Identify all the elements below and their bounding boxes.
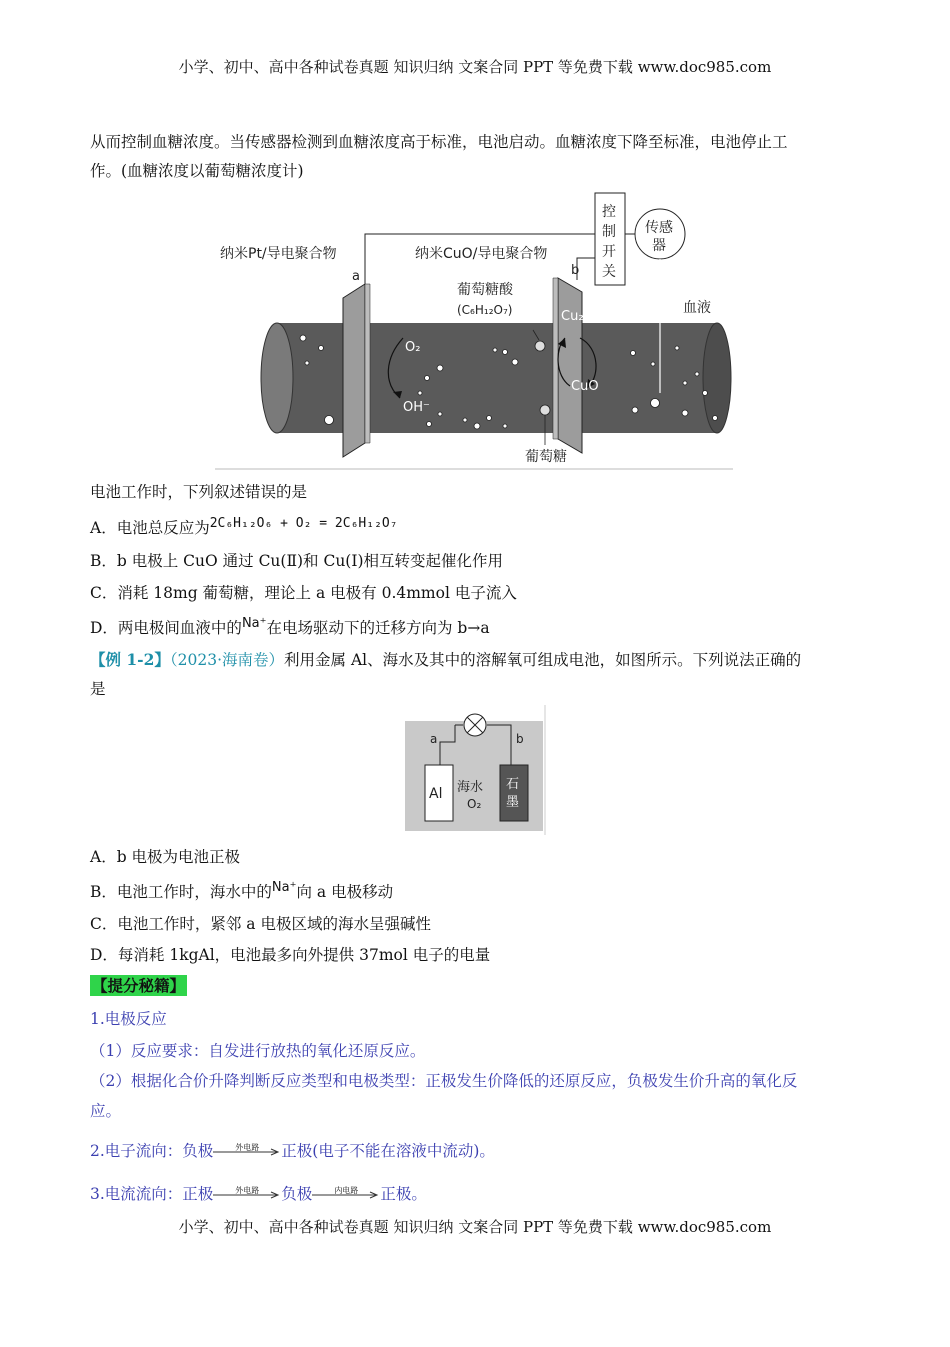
external-circuit-label: 外电路 xyxy=(235,1143,260,1152)
q2-option-b-suffix: 向 a 电极移动 xyxy=(296,883,394,901)
fig2-label-a: a xyxy=(430,732,438,746)
sensor-char-1: 传感 xyxy=(645,220,673,236)
example-line-1 xyxy=(90,649,801,671)
q2-option-b-prefix: B．电池工作时，海水中的 xyxy=(90,883,272,901)
q2-option-c: C．电池工作时，紧邻 a 电极区域的海水呈强碱性 xyxy=(90,915,431,933)
q2-option-a: A．b 电极为电池正极 xyxy=(90,848,241,866)
label-o2: O₂ xyxy=(405,340,421,355)
example-tag: 【例 1-2】 xyxy=(90,650,170,669)
q1-option-a xyxy=(90,517,398,541)
tips-badge-row xyxy=(90,975,187,997)
tips-item-2-suffix: 正极(电子不能在溶液中流动)。 xyxy=(281,1142,495,1160)
label-blood: 血液 xyxy=(683,300,711,316)
fig2-graphite-char-1: 石 xyxy=(506,777,520,792)
tips-item-3 xyxy=(90,1183,427,1206)
tips-item-1-sub-2-line-2: 应。 xyxy=(90,1102,122,1120)
intro-line-2: 作。(血糖浓度以葡萄糖浓度计) xyxy=(90,162,304,180)
al-seawater-cell-figure xyxy=(405,705,547,835)
example-source: （2023·海南卷） xyxy=(169,651,285,669)
fig2-seawater: 海水 xyxy=(457,780,484,795)
q1-option-d-prefix: D．两电极间血液中的 xyxy=(90,619,242,637)
label-gluconic-formula: (C₆H₁₂O₇) xyxy=(457,303,513,317)
switch-char-3: 开 xyxy=(602,244,616,260)
label-cuo-electrode: 纳米CuO/导电聚合物 xyxy=(415,246,548,262)
intro-line-1: 从而控制血糖浓度。当传感器检测到血糖浓度高于标准，电池启动。血糖浓度下降至标准，电池停止工 xyxy=(90,133,788,151)
q1-option-b: B．b 电极上 CuO 通过 Cu(Ⅱ)和 Cu(Ⅰ)相互转变起催化作用 xyxy=(90,552,504,570)
internal-circuit-label: 内电路 xyxy=(334,1186,359,1195)
tips-item-2-prefix: 2.电子流向：负极 xyxy=(90,1142,214,1160)
q1-option-c: C．消耗 18mg 葡萄糖，理论上 a 电极有 0.4mmol 电子流入 xyxy=(90,584,517,602)
q1-option-a-prefix: A．电池总反应为 xyxy=(90,519,210,537)
page-footer: 小学、初中、高中各种试卷真题 知识归纳 文案合同 PPT 等免费下载 www.doc985.com xyxy=(178,1218,772,1236)
tips-item-3-mid: 负极 xyxy=(281,1185,313,1203)
glucose-fuel-cell-figure xyxy=(215,188,735,473)
external-circuit-label-2: 外电路 xyxy=(235,1186,260,1195)
tips-item-1-sub-2-line-1: （2）根据化合价升降判断反应类型和电极类型：正极发生价降低的还原反应，负极发生价升高的氧化反 xyxy=(90,1072,798,1090)
fig2-graphite-char-2: 墨 xyxy=(506,795,520,810)
q2-option-d: D．每消耗 1kgAl，电池最多向外提供 37mol 电子的电量 xyxy=(90,946,491,964)
q2-option-b-ion: Na⁺ xyxy=(271,880,297,895)
tips-item-1-sub-1: （1）反应要求：自发进行放热的氧化还原反应。 xyxy=(90,1042,426,1060)
tips-item-3-suffix: 正极。 xyxy=(380,1185,427,1203)
tips-badge: 【提分秘籍】 xyxy=(92,976,186,995)
q1-option-d-suffix: 在电场驱动下的迁移方向为 b→a xyxy=(266,619,490,637)
q1-option-d xyxy=(90,617,490,641)
fig2-al: Al xyxy=(429,786,443,802)
page-header: 小学、初中、高中各种试卷真题 知识归纳 文案合同 PPT 等免费下载 www.doc985.com xyxy=(178,58,772,76)
example-stem-1: 利用金属 Al、海水及其中的溶解氧可组成电池，如图所示。下列说法正确的 xyxy=(284,651,802,669)
q1-stem: 电池工作时，下列叙述错误的是 xyxy=(90,483,308,501)
internal-circuit-arrow xyxy=(312,1184,380,1206)
switch-char-4: 关 xyxy=(602,264,616,280)
label-electrode-b: b xyxy=(571,263,580,278)
external-circuit-arrow xyxy=(213,1141,281,1163)
label-cuo: CuO xyxy=(571,379,599,394)
switch-char-1: 控 xyxy=(602,204,616,220)
label-glucose: 葡萄糖 xyxy=(525,449,567,465)
sensor-char-2: 器 xyxy=(652,238,666,254)
example-stem-2: 是 xyxy=(90,680,106,698)
label-electrode-a: a xyxy=(352,269,360,284)
label-pt-electrode: 纳米Pt/导电聚合物 xyxy=(220,246,337,262)
tips-item-3-prefix: 3.电流流向：正极 xyxy=(90,1185,214,1203)
q1-option-a-formula: 2C₆H₁₂O₆ + O₂ = 2C₆H₁₂O₇ xyxy=(209,516,398,531)
label-gluconic-acid: 葡萄糖酸 xyxy=(457,282,513,298)
tips-item-2 xyxy=(90,1140,495,1163)
q2-option-b xyxy=(90,881,393,905)
tips-item-1-title: 1.电极反应 xyxy=(90,1010,167,1028)
fig2-label-b: b xyxy=(516,732,524,746)
fig2-o2: O₂ xyxy=(467,797,482,811)
switch-char-2: 制 xyxy=(602,224,616,240)
q1-option-d-ion: Na⁺ xyxy=(241,616,267,631)
external-circuit-arrow-2 xyxy=(213,1184,281,1206)
label-hydroxide: OH⁻ xyxy=(403,400,430,415)
label-cu2o: Cu₂O xyxy=(561,309,594,324)
